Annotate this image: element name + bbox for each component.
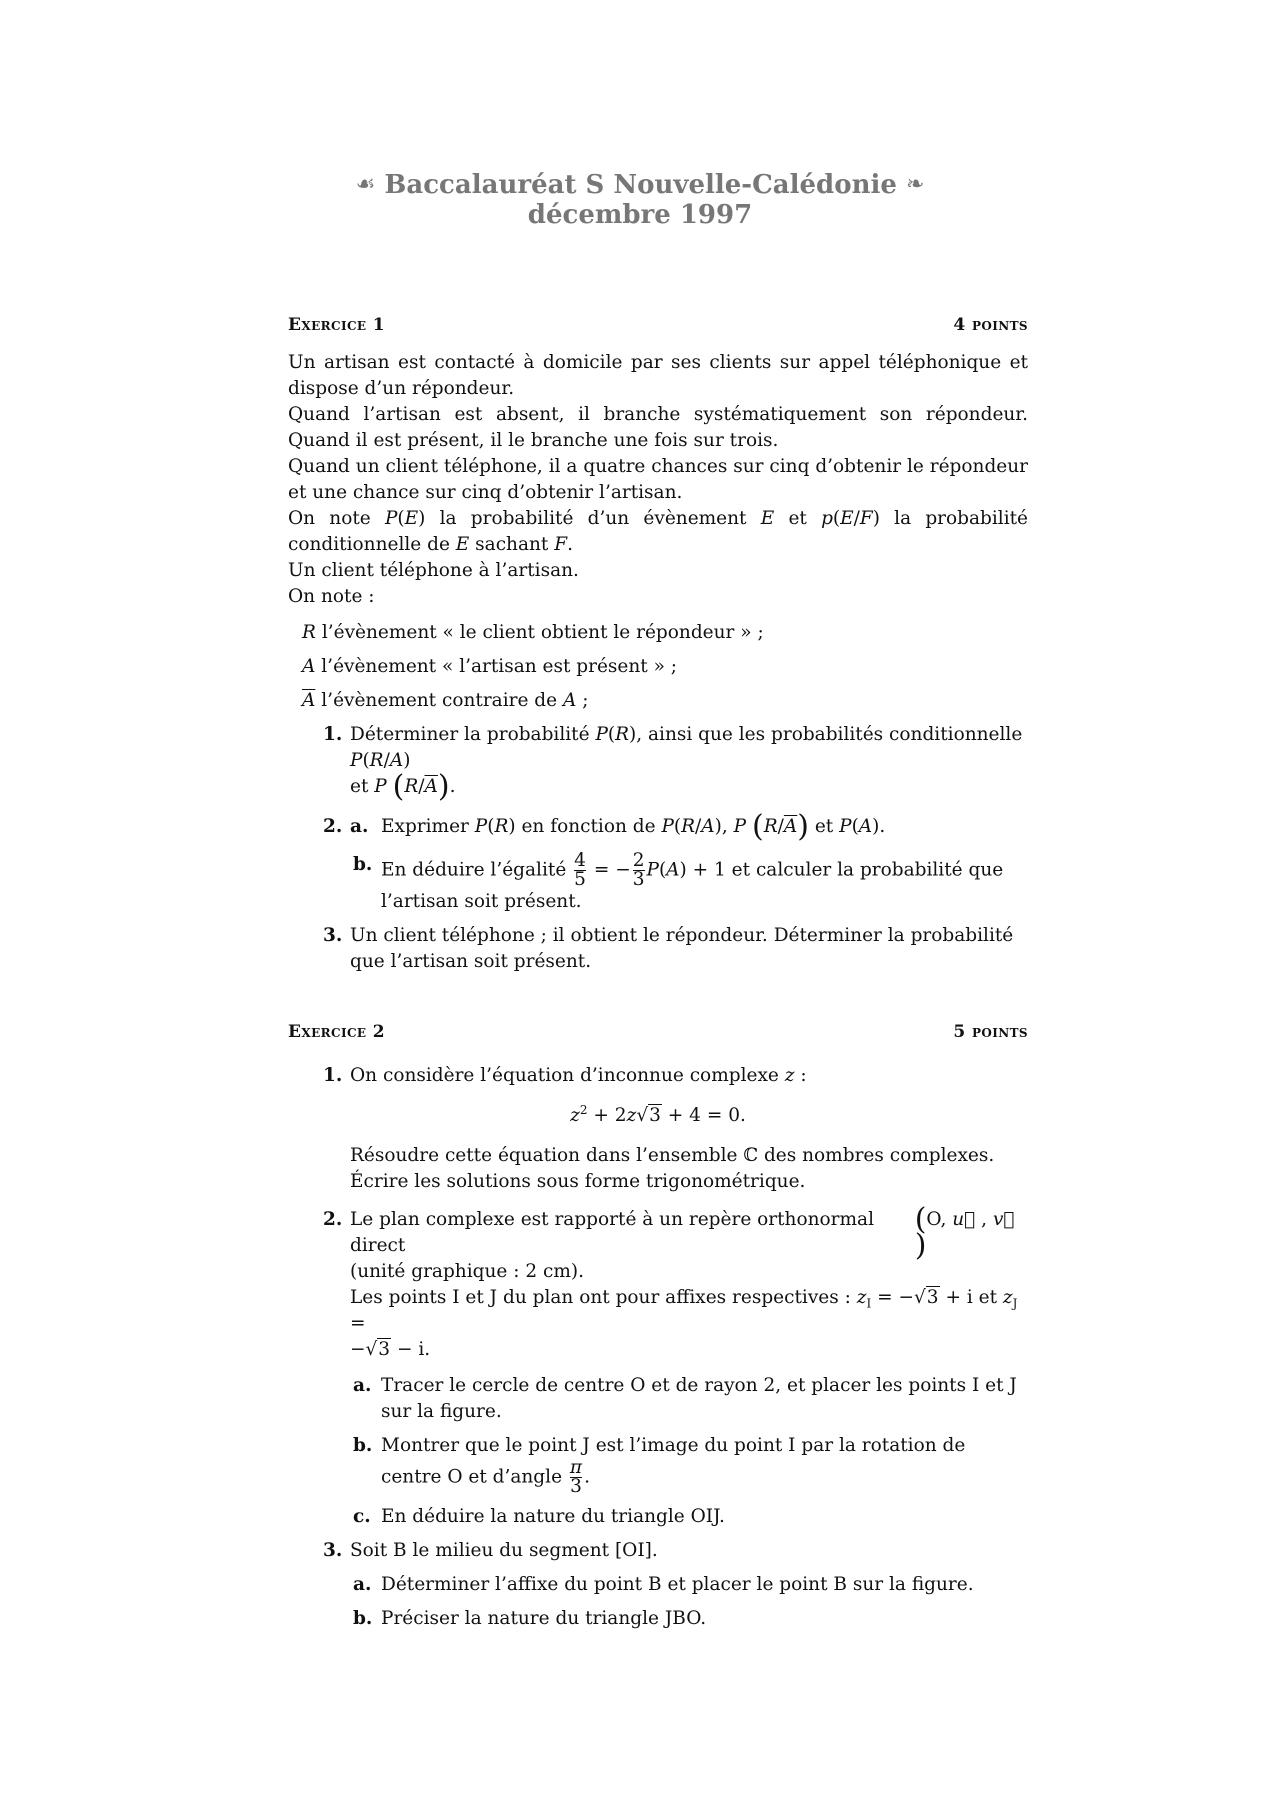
exercise-2-title: Exercice 2 — [288, 1022, 385, 1042]
intro-line-1: Un artisan est contacté à domicile par ses clients sur appel téléphonique et dispose d’un répondeur. — [288, 352, 1028, 399]
exercise-1-header — [288, 312, 1028, 338]
ex1-question-2a: 2. a. Exprimer P(R) en fonction de P(R/A), P $(R/\overline{A})$ et P(A). — [323, 809, 886, 844]
page-header — [0, 170, 1280, 230]
ex1-question-1: 1. Déterminer la probabilité P(R), ainsi que les probabilités conditionnelle P(R/A) et P $(R/\overline{A})$. — [323, 724, 1023, 804]
document-body — [288, 312, 1028, 1632]
title-line — [0, 170, 1280, 200]
note-line: On note : — [288, 586, 375, 607]
ex2-question-3a: a. Déterminer l’affixe du point B et placer le point B sur la figure. — [353, 1574, 974, 1595]
exercise-1-statement — [288, 350, 1028, 610]
client-line: Un client téléphone à l’artisan. — [288, 560, 579, 581]
equation: $z^2 + 2z√3 + 4 = 0$. — [570, 1102, 746, 1126]
ex2-question-2: 2. Le plan complexe est rapporté à un repère orthonormal direct (O, u⃗ , v⃗ ) (unité graphique : 2 cm). Les points I et J du plan ont pour affixes respectives : $z_I = -√3 + i$ et $z_J$ = −√3 − i. — [323, 1202, 1018, 1360]
ex2-question-3b: b. Préciser la nature du triangle JBO. — [353, 1608, 707, 1629]
ex2-question-1: 1. On considère l’équation d’inconnue complexe z : — [323, 1065, 807, 1086]
ex1-question-3: 3. Un client téléphone ; il obtient le répondeur. Déterminer la probabilité que l’artisan soit présent. — [323, 925, 1014, 972]
intro-line-2: Quand l’artisan est absent, il branche systématiquement son répondeur. Quand il est présent, il le branche une fois sur trois. — [288, 404, 1028, 451]
ex2-question-2c: c. En déduire la nature du triangle OIJ. — [353, 1506, 725, 1527]
ex1-question-2b: b. En déduire l’égalité $\frac{4}{5}$ = − $\frac{2}{3}$ P(A) + 1 et calculer la probabilité que l’artisan soit présent. — [353, 850, 1004, 912]
document-title: Baccalauréat S Nouvelle-Calédonie — [384, 170, 897, 200]
exercise-1-points: 4 points — [953, 315, 1028, 335]
ex2-question-2b: b. Montrer que le point J est l’image du point I par la rotation de centre O et d’angle $\frac{\pi}{3}$ . — [353, 1435, 966, 1497]
exercise-1-title: Exercice 1 — [288, 315, 385, 335]
ex2-question-3: 3. Soit B le milieu du segment [OI]. — [323, 1540, 658, 1561]
event-A: A l’évènement « l’artisan est présent » ; — [302, 656, 678, 677]
event-R: R l’évènement « le client obtient le répondeur » ; — [302, 622, 764, 643]
event-list — [302, 620, 1028, 714]
intro-line-3: Quand un client téléphone, il a quatre chances sur cinq d’obtenir le répondeur et une chance sur cinq d’obtenir l’artisan. — [288, 456, 1028, 503]
exercise-2-points: 5 points — [953, 1022, 1028, 1042]
event-A-bar: $\overline{A}$ l’évènement contraire de A ; — [302, 690, 589, 711]
ex2-question-2a: a. Tracer le cercle de centre O et de rayon 2, et placer les points I et J sur la figure. — [353, 1375, 1017, 1422]
notation-line: On note P(E) la probabilité d’un évènement E et p(E/F) la probabilité conditionnelle de E sachant F. — [288, 508, 1028, 555]
ornament-left-icon: ☙ — [355, 172, 376, 197]
document-date: décembre 1997 — [527, 200, 753, 230]
ex2-question-1-text: Résoudre cette équation dans l’ensemble ℂ des nombres complexes. Écrire les solutions sous forme trigonométrique. — [350, 1145, 995, 1192]
ornament-right-icon: ❧ — [905, 172, 925, 197]
exercise-2-header — [288, 1019, 1028, 1045]
